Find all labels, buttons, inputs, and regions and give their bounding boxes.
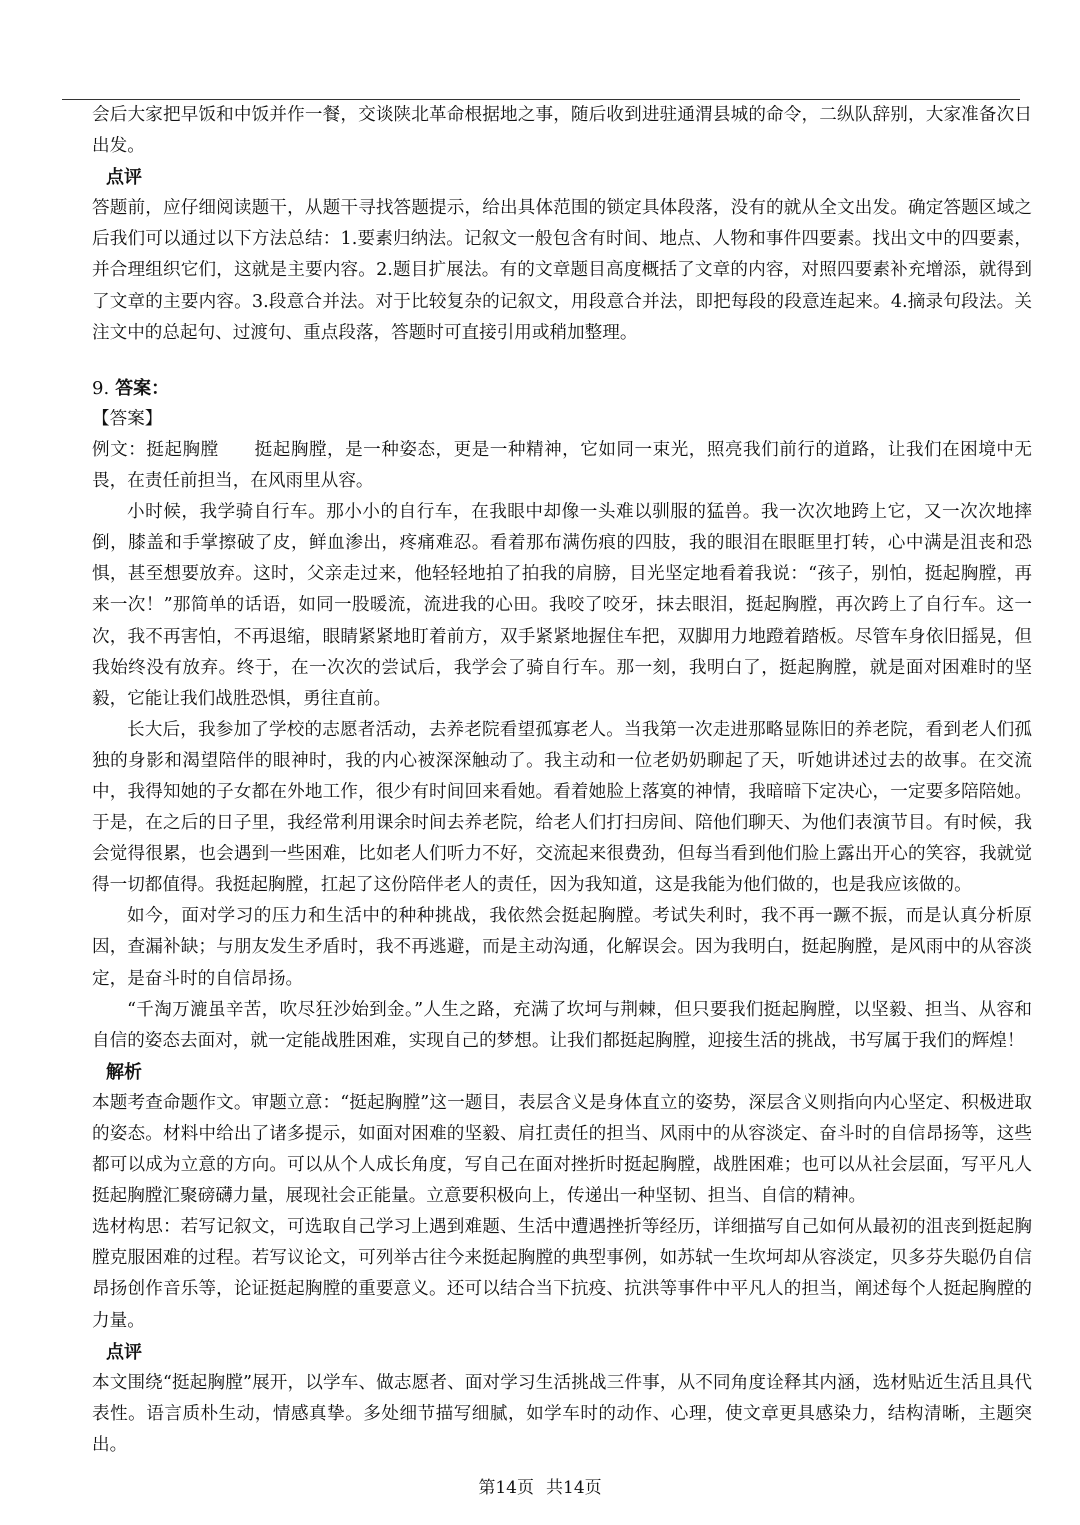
page-number: 第14页 xyxy=(478,1478,534,1498)
analysis-paragraph: 选材构思：若写记叙文，可选取自己学习上遇到难题、生活中遭遇挫折等经历，详细描写自己如何从最初的沮丧到挺起胸膛克服困难的过程。若写议论文，可列举古往今来挺起胸膛的典型事例，如苏轼一生坎坷却从容淡定，贝多芬失聪仍自信昂扬创作音乐等，论证挺起胸膛的重要意义。还可以结合当下抗疫、抗洪等事件中平凡人的担当，阐述每个人挺起胸膛的力量。 xyxy=(92,1217,1032,1331)
analysis-heading: 解析 xyxy=(106,1061,142,1083)
review-paragraph: 本文围绕“挺起胸膛”展开，以学车、做志愿者、面对学习生活挑战三件事，从不同角度诠释其内涵，选材贴近生活且具代表性。语言质朴生动，情感真挚。多处细节描写细腻，如学车时的动作、心理，使文章更具感染力，结构清晰，主题突出。 xyxy=(92,1372,1032,1455)
question-number: 9. xyxy=(92,377,110,399)
review-paragraph: 答题前，应仔细阅读题干，从题干寻找答题提示，给出具体范围的锁定具体段落，没有的就从全文出发。确定答题区域之后我们可以通过以下方法总结：1.要素归纳法。记叙文一般包含有时间、地点、人物和事件四要素。找出文中的四要素，并合理组织它们，这就是主要内容。2.题目扩展法。有的文章题目高度概括了文章的内容，对照四要素补充增添，就得到了文章的主要内容。3.段意合并法。对于比较复杂的记叙文，用段意合并法，即把每段的段意连起来。4.摘录句段法。关注文中的总起句、过渡句、重点段落，答题时可直接引用或稍加整理。 xyxy=(92,198,1032,343)
essay-intro: 挺起胸膛，是一种姿态，更是一种精神，它如同一束光，照亮我们前行的道路，让我们在困境中无畏，在责任前担当，在风雨里从容。 xyxy=(92,439,1032,492)
analysis-paragraph: 本题考查命题作文。审题立意：“挺起胸膛”这一题目，表层含义是身体直立的姿势，深层含义则指向内心坚定、积极进取的姿态。材料中给出了诸多提示，如面对困难的坚毅、肩扛责任的担当、风雨中的从容淡定、奋斗时的自信昂扬等，这些都可以成为立意的方向。可以从个人成长角度，写自己在面对挫折时挺起胸膛，战胜困难；也可以从社会层面，写平凡人挺起胸膛汇聚磅礴力量，展现社会正能量。立意要积极向上，传递出一种坚韧、担当、自信的精神。 xyxy=(92,1092,1032,1207)
essay-paragraph: 小时候，我学骑自行车。那小小的自行车，在我眼中却像一头难以驯服的猛兽。我一次次地跨上它，又一次次地摔倒，膝盖和手掌擦破了皮，鲜血渗出，疼痛难忍。看着那布满伤痕的四肢，我的眼泪在眼眶里打转，心中满是沮丧和恐惧，甚至想要放弃。这时，父亲走过来，他轻轻地拍了拍我的肩膀，目光坚定地看着我说：“孩子，别怕，挺起胸膛，再来一次！”那简单的话语，如同一股暖流，流进我的心田。我咬了咬牙，抹去眼泪，挺起胸膛，再次跨上了自行车。这一次，我不再害怕，不再退缩，眼睛紧紧地盯着前方，双手紧紧地握住车把，双脚用力地蹬着踏板。尽管车身依旧摇晃，但我始终没有放弃。终于，在一次次的尝试后，我学会了骑自行车。那一刻，我明白了，挺起胸膛，就是面对困难时的坚毅，它能让我们战胜恐惧，勇往直前。 xyxy=(92,502,1032,709)
page-total: 共14页 xyxy=(546,1478,602,1498)
essay-paragraph: 如今，面对学习的压力和生活中的种种挑战，我依然会挺起胸膛。考试失利时，我不再一蹶不振，而是认真分析原因，查漏补缺；与朋友发生矛盾时，我不再逃避，而是主动沟通，化解误会。因为我明白，挺起胸膛，是风雨中的从容淡定，是奋斗时的自信昂扬。 xyxy=(92,906,1032,989)
answer-tag: 【答案】 xyxy=(92,408,163,429)
essay-paragraph: 长大后，我参加了学校的志愿者活动，去养老院看望孤寡老人。当我第一次走进那略显陈旧的养老院，看到老人们孤独的身影和渴望陪伴的眼神时，我的内心被深深触动了。我主动和一位老奶奶聊起了天，听她讲述过去的故事。在交流中，我得知她的子女都在外地工作，很少有时间回来看她。看着她脸上落寞的神情，我暗暗下定决心，一定要多陪陪她。于是，在之后的日子里，我经常利用课余时间去养老院，给老人们打扫房间、陪他们聊天、为他们表演节目。有时候，我会觉得很累，也会遇到一些困难，比如老人们听力不好，交流起来很费劲，但每当看到他们脸上露出开心的笑容，我就觉得一切都值得。我挺起胸膛，扛起了这份陪伴老人的责任，因为我知道，这是我能为他们做的，也是我应该做的。 xyxy=(92,719,1032,896)
review-heading: 点评 xyxy=(106,167,142,189)
essay-title: 例文：挺起胸膛 xyxy=(92,439,219,460)
carryover-paragraph: 会后大家把早饭和中饭并作一餐，交谈陕北革命根据地之事，随后收到进驻通渭县城的命令，二纵队辞别，大家准备次日出发。 xyxy=(92,105,1032,157)
question-heading xyxy=(92,373,1032,404)
essay-intro-paragraph xyxy=(92,435,1032,497)
essay-paragraph: “千淘万漉虽辛苦，吹尽狂沙始到金。”人生之路，充满了坎坷与荆棘，但只要我们挺起胸膛，以坚毅、担当、从容和自信的姿态去面对，就一定能战胜困难，实现自己的梦想。让我们都挺起胸膛，迎接生活的挑战，书写属于我们的辉煌！ xyxy=(92,999,1032,1051)
page-footer xyxy=(0,1476,1080,1500)
question-title: 答案： xyxy=(115,377,170,399)
document-body xyxy=(92,100,1032,1461)
review-heading: 点评 xyxy=(106,1341,142,1363)
